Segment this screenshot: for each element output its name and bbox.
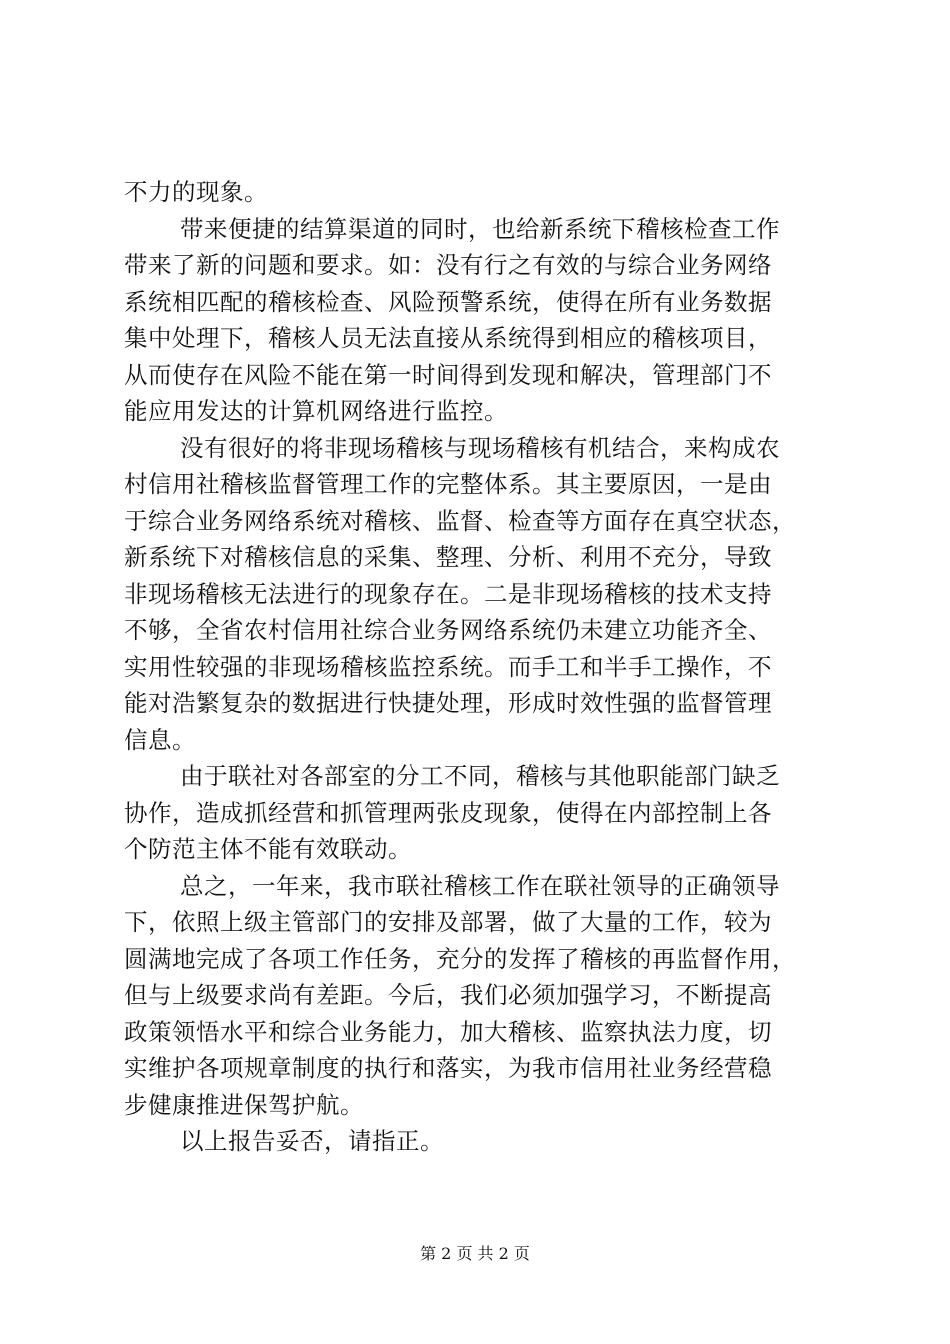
text-line: 由于联社对各部室的分工不同，稽核与其他职能部门缺乏 xyxy=(180,762,780,790)
text-line: 于综合业务网络系统对稽核、监督、检查等方面存在真空状态， xyxy=(124,506,796,535)
text-line: 村信用社稽核监督管理工作的完整体系。其主要原因，一是由 xyxy=(124,470,772,498)
text-line: 不力的现象。 xyxy=(124,178,268,206)
text-line: 以上报告妥否，请指正。 xyxy=(180,1127,444,1155)
text-line: 从而使存在风险不能在第一时间得到发现和解决，管理部门不 xyxy=(124,360,772,389)
text-line: 下，依照上级主管部门的安排及部署，做了大量的工作，较为 xyxy=(124,908,772,936)
text-line: 集中处理下，稽核人员无法直接从系统得到相应的稽核项目， xyxy=(124,324,772,352)
text-line: 实维护各项规章制度的执行和落实，为我市信用社业务经营稳 xyxy=(124,1054,772,1082)
text-line: 个防范主体不能有效联动。 xyxy=(124,835,412,863)
document-body xyxy=(124,174,834,1160)
page-footer: 第 2 页 共 2 页 xyxy=(420,1244,530,1263)
text-line: 新系统下对稽核信息的采集、整理、分析、利用不充分，导致 xyxy=(124,543,772,571)
text-line: 系统相匹配的稽核检查、风险预警系统，使得在所有业务数据 xyxy=(124,287,772,316)
text-line: 协作，造成抓经营和抓管理两张皮现象，使得在内部控制上各 xyxy=(124,798,772,827)
text-line: 总之，一年来，我市联社稽核工作在联社领导的正确领导 xyxy=(180,871,780,900)
text-line: 但与上级要求尚有差距。今后，我们必须加强学习，不断提高 xyxy=(124,981,772,1009)
text-line: 不够，全省农村信用社综合业务网络系统仍未建立功能齐全、 xyxy=(124,616,772,644)
text-line: 没有很好的将非现场稽核与现场稽核有机结合，来构成农 xyxy=(180,433,780,462)
text-line: 政策领悟水平和综合业务能力，加大稽核、监察执法力度，切 xyxy=(124,1017,772,1046)
text-line: 圆满地完成了各项工作任务，充分的发挥了稽核的再监督作用， xyxy=(124,944,796,973)
text-line: 信息。 xyxy=(124,725,196,754)
text-line: 步健康推进保驾护航。 xyxy=(124,1090,364,1119)
text-line: 能对浩繁复杂的数据进行快捷处理，形成时效性强的监督管理 xyxy=(124,689,772,717)
text-line: 能应用发达的计算机网络进行监控。 xyxy=(124,397,508,425)
text-line: 带来了新的问题和要求。如：没有行之有效的与综合业务网络 xyxy=(124,251,772,279)
text-line: 带来便捷的结算渠道的同时，也给新系统下稽核检查工作 xyxy=(180,214,780,243)
text-line: 实用性较强的非现场稽核监控系统。而手工和半手工操作，不 xyxy=(124,652,772,681)
text-line: 非现场稽核无法进行的现象存在。二是非现场稽核的技术支持 xyxy=(124,579,772,608)
